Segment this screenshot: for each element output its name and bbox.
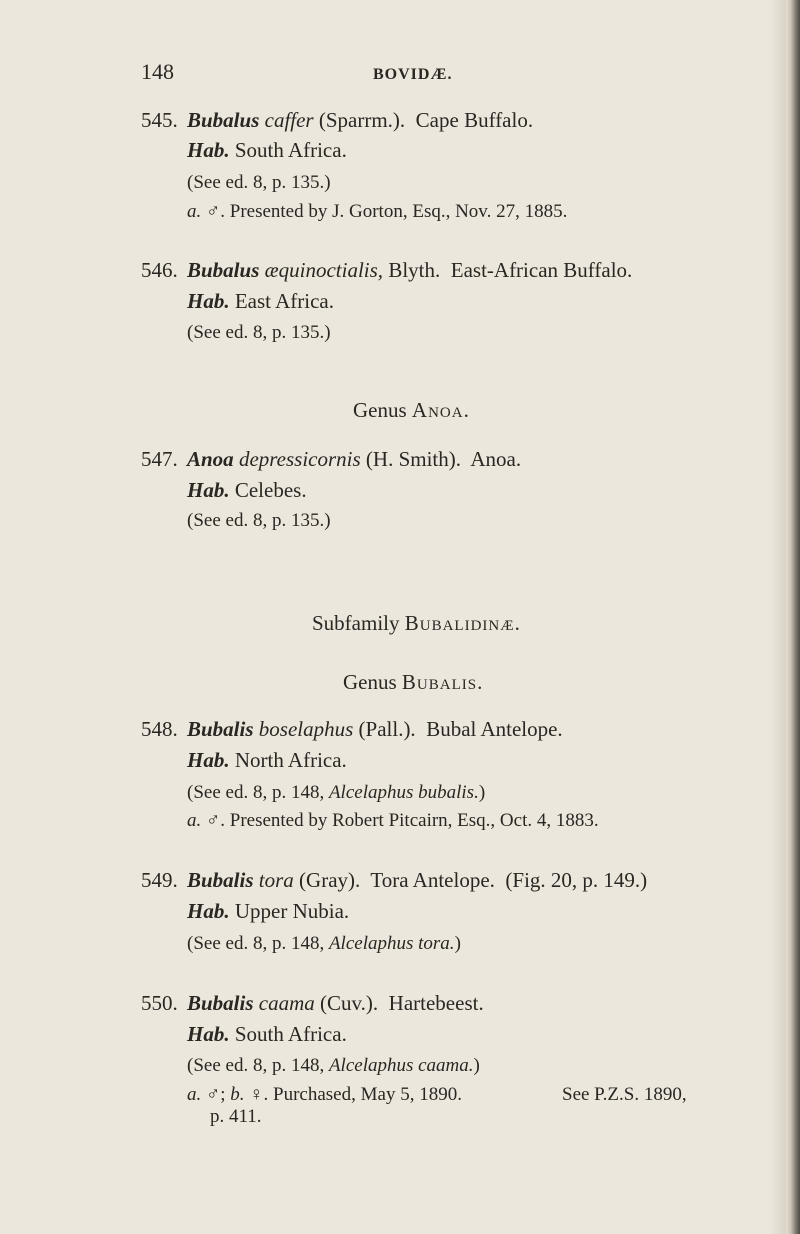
genus-name: Bubalis <box>187 717 254 741</box>
species-name: æquinoctialis, <box>264 258 384 282</box>
authority: (H. Smith). <box>365 447 461 471</box>
page-number: 148 <box>141 59 174 84</box>
species-name: caffer <box>264 108 314 132</box>
entry-number: 546. <box>141 258 178 282</box>
species-name: depressicornis <box>238 447 361 471</box>
habitat: Hab. South Africa. <box>187 138 347 162</box>
entry-number: 550. <box>141 991 178 1015</box>
genus-name: Bubalus <box>187 258 260 282</box>
common-name: East-African Buffalo. <box>450 258 633 282</box>
authority: (Sparrm.). <box>318 108 406 132</box>
genus-name: Bubalis <box>187 991 254 1015</box>
common-name: Tora Antelope. <box>370 868 495 892</box>
entry-title <box>187 867 647 893</box>
subfamily-heading: Subfamily Bubalidinæ. <box>312 611 521 635</box>
reference: (See ed. 8, p. 148, Alcelaphus tora.) <box>187 933 461 954</box>
genus-heading-anoa: Genus Anoa. <box>353 398 470 422</box>
specimen-line: a. ♂. Presented by Robert Pitcairn, Esq., Oct. 4, 1883. <box>187 810 599 831</box>
common-name: Anoa. <box>470 447 522 471</box>
genus-name: Bubalus <box>187 108 260 132</box>
entry-title <box>187 990 484 1016</box>
habitat: Hab. Celebes. <box>187 478 307 502</box>
entry-number: 545. <box>141 108 178 132</box>
genus-heading-bubalis: Genus Bubalis. <box>343 670 484 694</box>
authority: Blyth. <box>388 258 441 282</box>
entry-title <box>187 107 533 133</box>
habitat: Hab. North Africa. <box>187 748 347 772</box>
entry-title <box>187 716 563 742</box>
entry-title <box>187 446 521 472</box>
species-name: caama <box>258 991 315 1015</box>
page-edge <box>786 0 800 1234</box>
habitat: Hab. Upper Nubia. <box>187 899 350 923</box>
reference: (See ed. 8, p. 148, Alcelaphus bubalis.) <box>187 782 486 803</box>
entry-number: 547. <box>141 447 178 471</box>
entry-number: 548. <box>141 717 178 741</box>
authority: (Pall.). <box>358 717 416 741</box>
entry-number: 549. <box>141 868 178 892</box>
specimen-line: a. ♂; b. ♀. Purchased, May 5, 1890. <box>187 1084 462 1105</box>
running-title: BOVIDÆ. <box>373 66 453 83</box>
specimen-continuation: p. 411. <box>210 1106 262 1127</box>
genus-name: Bubalis <box>187 868 254 892</box>
genus-name: Anoa <box>187 447 234 471</box>
common-name: Bubal Antelope. <box>426 717 563 741</box>
page-edge-shadow <box>770 0 786 1234</box>
reference: (See ed. 8, p. 135.) <box>187 172 331 193</box>
habitat: Hab. South Africa. <box>187 1022 347 1046</box>
figure-reference: (Fig. 20, p. 149.) <box>505 868 648 892</box>
reference: (See ed. 8, p. 135.) <box>187 510 331 531</box>
authority: (Cuv.). <box>320 991 379 1015</box>
specimen-line: a. ♂. Presented by J. Gorton, Esq., Nov. 27, 1885. <box>187 201 568 222</box>
habitat: Hab. East Africa. <box>187 289 334 313</box>
specimen-extra: See P.Z.S. 1890, <box>562 1084 687 1105</box>
species-name: boselaphus <box>258 717 354 741</box>
entry-title <box>187 257 632 283</box>
reference: (See ed. 8, p. 135.) <box>187 322 331 343</box>
common-name: Cape Buffalo. <box>415 108 534 132</box>
common-name: Hartebeest. <box>388 991 484 1015</box>
reference: (See ed. 8, p. 148, Alcelaphus caama.) <box>187 1055 480 1076</box>
authority: (Gray). <box>299 868 361 892</box>
species-name: tora <box>258 868 294 892</box>
